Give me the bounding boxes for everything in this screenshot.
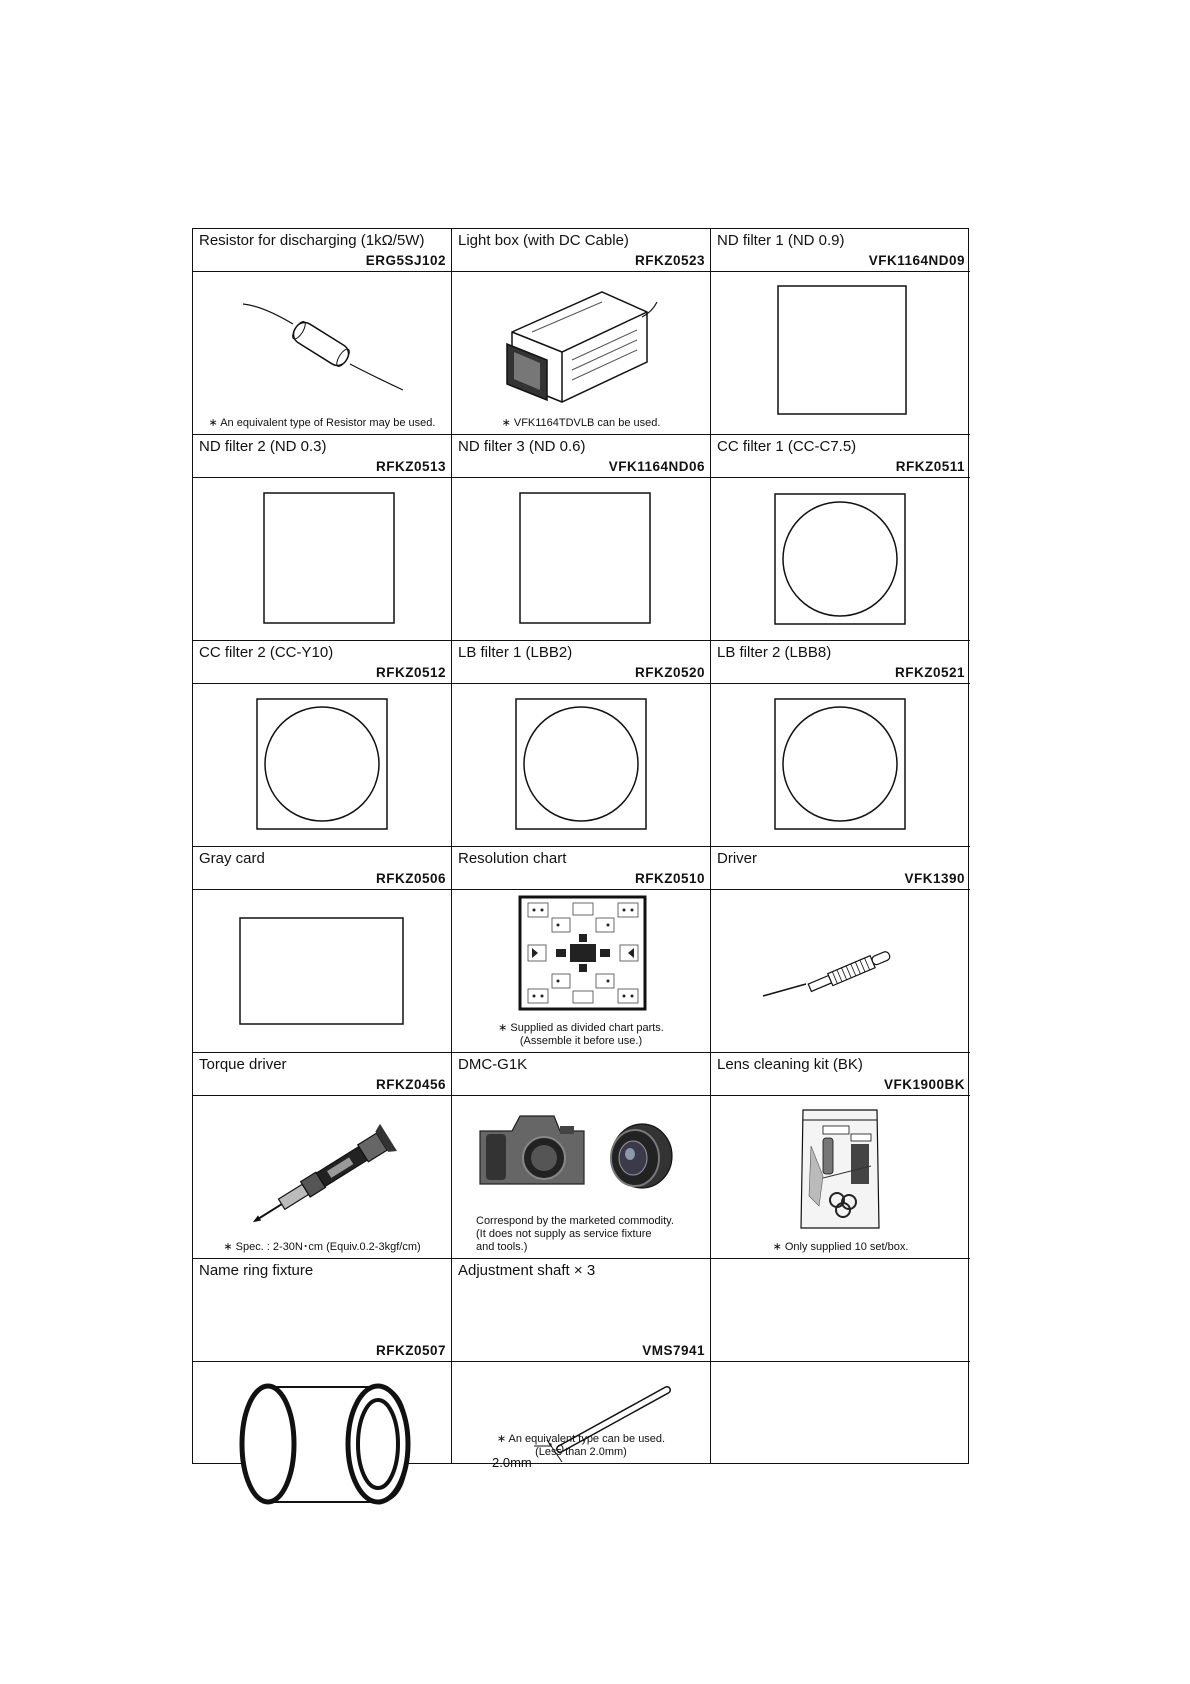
tool-part-number: RFKZ0456: [375, 1077, 446, 1092]
resistor-icon: [193, 272, 452, 435]
tool-name: Lens cleaning kit (BK): [717, 1056, 863, 1073]
tool-part-number: VFK1164ND09: [868, 253, 965, 268]
tool-image-cell: [711, 478, 970, 641]
tool-header-nd-filter-3: [452, 435, 711, 478]
tool-note: ∗ An equivalent type can be used.: [496, 1433, 666, 1445]
tool-image-cell: [452, 1362, 711, 1470]
tool-name: LB filter 2 (LBB8): [717, 644, 832, 661]
round-filter-icon: [452, 684, 711, 847]
tool-note: (Less than 2.0mm): [535, 1446, 627, 1458]
tool-note: ∗ An equivalent type of Resistor may be used.: [208, 417, 436, 429]
tool-header-nd-filter-1: [711, 229, 970, 272]
tool-header-driver: [711, 847, 970, 890]
tool-image-cell: [711, 890, 970, 1053]
tool-image-cell: [452, 1096, 711, 1259]
tool-note: (It does not supply as service fixture: [476, 1228, 652, 1240]
cleaning-kit-icon: [711, 1096, 970, 1259]
tool-part-number: RFKZ0510: [634, 871, 705, 886]
tool-image-cell: [193, 890, 452, 1053]
tool-header-name-ring-fixture: [193, 1259, 452, 1362]
tool-part-number: RFKZ0511: [895, 459, 965, 474]
tool-header-torque-driver: [193, 1053, 452, 1096]
tool-header-light-box: [452, 229, 711, 272]
gray-card-icon: [193, 890, 452, 1053]
tool-note: Correspond by the marketed commodity.: [476, 1215, 674, 1227]
tool-header-cc-filter-1: [711, 435, 970, 478]
square-filter-icon: [193, 478, 452, 641]
tool-name: Driver: [717, 850, 757, 867]
tool-image-cell: [452, 272, 711, 435]
tool-header-lb-filter-2: [711, 641, 970, 684]
tool-image-cell: [711, 272, 970, 435]
tool-header-cc-filter-2: [193, 641, 452, 684]
tool-name: LB filter 1 (LBB2): [458, 644, 573, 661]
tool-name: Gray card: [199, 850, 265, 867]
tool-header-adjustment-shaft: [452, 1259, 711, 1362]
tool-part-number: RFKZ0520: [634, 665, 705, 680]
shaft-dimension-label: 2.0mm: [492, 1454, 532, 1470]
tool-name: Name ring fixture: [199, 1262, 314, 1279]
tool-part-number: VFK1164ND06: [608, 459, 705, 474]
tool-note: ∗ VFK1164TDVLB can be used.: [501, 417, 661, 429]
tool-header-gray-card: [193, 847, 452, 890]
tool-part-number: RFKZ0512: [375, 665, 446, 680]
tool-name: Resistor for discharging (1kΩ/5W): [199, 232, 425, 249]
tool-part-number: RFKZ0506: [375, 871, 446, 886]
tool-note: ∗ Supplied as divided chart parts.: [498, 1022, 664, 1034]
empty-image-cell: [711, 1362, 970, 1464]
tool-name: Adjustment shaft × 3: [458, 1262, 596, 1279]
tool-name: CC filter 2 (CC-Y10): [199, 644, 334, 661]
tool-part-number: RFKZ0513: [375, 459, 446, 474]
tool-name: ND filter 1 (ND 0.9): [717, 232, 845, 249]
tool-part-number: RFKZ0507: [375, 1342, 446, 1358]
square-filter-icon: [711, 272, 970, 435]
tool-name: Light box (with DC Cable): [458, 232, 629, 249]
square-filter-icon: [452, 478, 711, 641]
tool-part-number: ERG5SJ102: [365, 253, 446, 268]
tool-note: (Assemble it before use.): [519, 1035, 643, 1047]
tool-header-nd-filter-2: [193, 435, 452, 478]
tool-name: CC filter 1 (CC-C7.5): [717, 438, 857, 455]
tool-image-cell: [193, 1362, 452, 1464]
tool-part-number: VFK1900BK: [883, 1077, 965, 1092]
tool-image-cell: [193, 478, 452, 641]
tool-note: and tools.): [476, 1241, 528, 1253]
empty-header-cell: [711, 1259, 970, 1362]
tool-image-cell: [452, 684, 711, 847]
name-ring-icon: [193, 1362, 452, 1525]
tool-note: ∗ Spec. : 2-30N･cm (Equiv.0.2-3kgf/cm): [223, 1241, 421, 1253]
tool-name: ND filter 3 (ND 0.6): [458, 438, 586, 455]
tool-table: [192, 228, 969, 1470]
tool-header-resistor: [193, 229, 452, 272]
tool-part-number: VFK1390: [904, 871, 965, 886]
torque-driver-icon: [193, 1096, 452, 1259]
tool-name: ND filter 2 (ND 0.3): [199, 438, 327, 455]
light-box-icon: [452, 272, 711, 435]
tool-image-cell: [711, 1096, 970, 1259]
tool-image-cell: [452, 890, 711, 1053]
tool-note: ∗ Only supplied 10 set/box.: [772, 1241, 909, 1253]
tool-image-cell: [711, 684, 970, 847]
tool-part-number: VMS7941: [642, 1342, 705, 1358]
screwdriver-icon: [711, 890, 970, 1053]
tool-header-lens-cleaning-kit: [711, 1053, 970, 1096]
tool-header-resolution-chart: [452, 847, 711, 890]
tool-name: Resolution chart: [458, 850, 567, 867]
tool-part-number: RFKZ0521: [894, 665, 965, 680]
tool-header-lb-filter-1: [452, 641, 711, 684]
tool-part-number: RFKZ0523: [634, 253, 705, 268]
round-filter-icon: [711, 684, 970, 847]
tool-image-cell: [193, 272, 452, 435]
tool-image-cell: [452, 478, 711, 641]
tool-header-camera: [452, 1053, 711, 1096]
tool-image-cell: [193, 684, 452, 847]
tool-image-cell: [193, 1096, 452, 1259]
tool-name: DMC-G1K: [458, 1056, 528, 1073]
round-filter-icon: [711, 478, 970, 641]
round-filter-icon: [193, 684, 452, 847]
tool-name: Torque driver: [199, 1056, 287, 1073]
